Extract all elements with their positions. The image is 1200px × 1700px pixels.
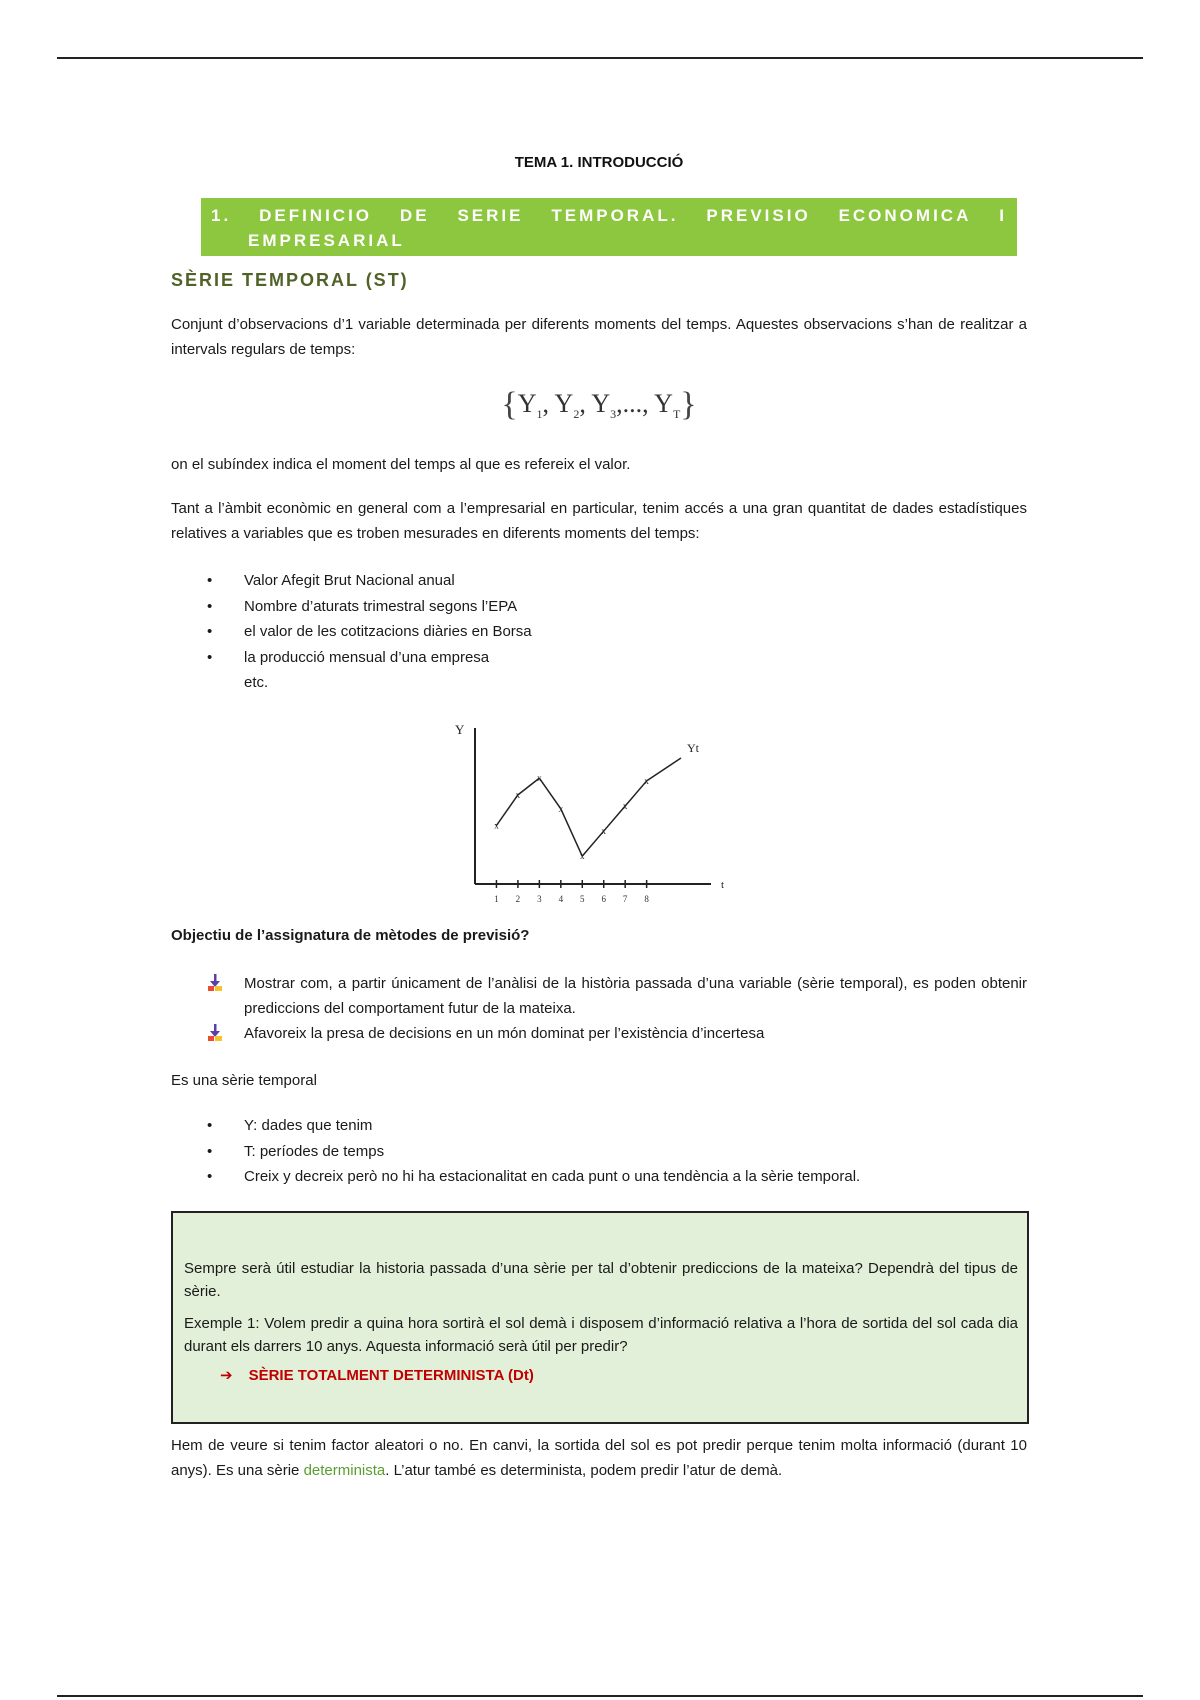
bullet-icon: • <box>207 648 213 666</box>
list-item <box>171 619 532 645</box>
pointing-hand-icon <box>207 1024 223 1042</box>
list-item-text: la producció mensual d’una empresa <box>244 648 490 666</box>
closing-text: Hem de veure si tenim factor aleatori o no. En canvi, la sortida del sol es pot predir perque tenim molta informació (durant 10 anys). Es una sèrie <box>171 1437 1027 1479</box>
objective-heading: Objectiu de l’assignatura de mètodes de previsió? <box>171 927 530 944</box>
arrow-right-icon: ➔ <box>220 1367 233 1384</box>
banner-word: SERIE <box>457 206 524 225</box>
data-point: x <box>601 826 606 837</box>
data-point: x <box>644 775 649 786</box>
banner-word: 1. <box>211 206 232 225</box>
list-item <box>171 1164 860 1190</box>
point-group <box>494 773 649 861</box>
x-tick-label: 5 <box>580 894 585 904</box>
highlighted-word: determinista <box>303 1462 386 1479</box>
conclusion-line <box>220 1366 534 1384</box>
bullet-icon: • <box>207 1117 213 1134</box>
x-tick-label: 4 <box>558 894 564 904</box>
banner-word: I <box>999 206 1007 225</box>
formula-subscript: 3 <box>610 407 617 422</box>
formula-term: Y <box>517 389 537 418</box>
bullet-icon: • <box>207 1168 213 1185</box>
list-item <box>171 1021 1027 1046</box>
list-item-text: Afavoreix la presa de decisions en un món dominat per l’existència d’incertesa <box>244 1025 765 1042</box>
formula-subscript: T <box>672 407 681 422</box>
banner-row-1 <box>211 203 1007 228</box>
data-point: x <box>580 851 585 862</box>
conclusion-text: SÈRIE TOTALMENT DETERMINISTA (Dt) <box>248 1367 534 1384</box>
series-label-line: Es una sèrie temporal <box>171 1072 317 1089</box>
x-axis-label: t <box>721 879 725 891</box>
banner-word: ECONOMICA <box>838 206 972 225</box>
section-banner <box>201 198 1017 256</box>
series-formula <box>171 386 1027 424</box>
banner-word: TEMPORAL. <box>551 206 679 225</box>
list-item <box>171 594 532 620</box>
bullet-icon: • <box>207 597 213 615</box>
intro-paragraph: Conjunt d’observacions d’1 variable determinada per diferents moments del temps. Aquestes observacions s’han de realitzar a intervals regulars de temps: <box>171 316 1027 358</box>
data-point: x <box>515 789 521 800</box>
list-item-text: Nombre d’aturats trimestral segons l’EPA <box>244 597 518 615</box>
banner-word: PREVISIO <box>706 206 811 225</box>
list-item-etc <box>171 670 532 696</box>
data-point: x <box>537 773 542 784</box>
list-item-text: etc. <box>244 674 269 691</box>
list-item <box>171 568 532 594</box>
data-point: x <box>558 803 564 814</box>
series-extension <box>647 758 681 781</box>
bullet-icon: • <box>207 1142 213 1160</box>
formula-term: , Y <box>542 389 574 418</box>
page-title: TEMA 1. INTRODUCCIÓ <box>514 154 684 171</box>
list-item-text: T: períodes de temps <box>244 1142 385 1160</box>
series-label: Yt <box>687 741 699 755</box>
data-point: x <box>494 820 499 831</box>
list-item-text: Creix y decreix però no hi ha estacionalitat en cada punt o una tendència a la sèrie temporal. <box>244 1168 861 1185</box>
x-tick-label: 7 <box>622 894 628 904</box>
list-item-text: Y: dades que tenim <box>244 1117 373 1134</box>
list-item-text: Valor Afegit Brut Nacional anual <box>244 572 455 589</box>
list-item <box>171 645 532 671</box>
formula-term: ,..., Y <box>616 389 673 418</box>
closing-text: . L’atur també es determinista, podem predir l’atur de demà. <box>385 1462 783 1479</box>
series-segment <box>561 809 582 856</box>
note-question: Sempre serà útil estudiar la historia passada d’una sèrie per tal d’obtenir prediccions de la mateixa? Dependrà del tipus de sèrie. <box>184 1260 1018 1300</box>
series-points-list <box>171 1113 860 1190</box>
time-series-chart <box>449 718 919 908</box>
x-tick-label: 3 <box>537 894 542 904</box>
section-subheading: SÈRIE TEMPORAL (ST) <box>171 270 409 290</box>
x-tick-label: 1 <box>494 894 499 904</box>
list-item <box>171 971 1027 1021</box>
list-item-text: el valor de les cotitzacions diàries en Borsa <box>244 623 532 640</box>
data-point: x <box>622 801 628 811</box>
formula-open-brace: { <box>501 386 518 423</box>
banner-word: DEFINICIO <box>259 206 373 225</box>
top-rule <box>57 57 1143 59</box>
bullet-icon: • <box>207 623 213 640</box>
note-box <box>171 1211 1029 1424</box>
banner-word: DE <box>399 206 430 225</box>
closing-paragraph <box>171 1433 1027 1483</box>
list-item <box>171 1139 860 1165</box>
series-line-group <box>496 758 681 856</box>
list-item <box>171 1113 860 1139</box>
formula-subscript: 1 <box>536 407 543 422</box>
objectives-list <box>171 971 1027 1046</box>
banner-row-2: EMPRESARIAL <box>248 231 405 250</box>
examples-list <box>171 568 532 696</box>
bullet-icon: • <box>207 572 213 589</box>
pointing-hand-icon <box>207 974 223 992</box>
formula-close-brace: } <box>680 386 697 423</box>
x-tick-label: 2 <box>515 894 521 904</box>
formula-term: , Y <box>579 389 611 418</box>
bottom-rule <box>57 1695 1143 1697</box>
y-axis-label: Y <box>455 722 465 737</box>
note-example: Exemple 1: Volem predir a quina hora sortirà el sol demà i disposem d’informació relativa a l’hora de sortida del sol cada dia durant els darrers 10 anys. Aquesta informació serà útil per predir? <box>184 1315 1018 1355</box>
subindex-paragraph: on el subíndex indica el moment del temps al que es refereix el valor. <box>171 456 631 473</box>
context-paragraph: Tant a l’àmbit econòmic en general com a l’empresarial en particular, tenim accés a una gran quantitat de dades estadístiques relatives a variables que es troben mesurades en diferents moments del temps: <box>171 500 1027 542</box>
formula-subscript: 2 <box>573 407 580 422</box>
list-item-text: Mostrar com, a partir únicament de l’anàlisi de la història passada d’una variable (sèrie temporal), es poden obtenir prediccions del comportament futur de la mateixa. <box>244 975 1027 1017</box>
x-tick-label: 6 <box>601 894 606 904</box>
x-tick-label: 8 <box>644 894 649 904</box>
